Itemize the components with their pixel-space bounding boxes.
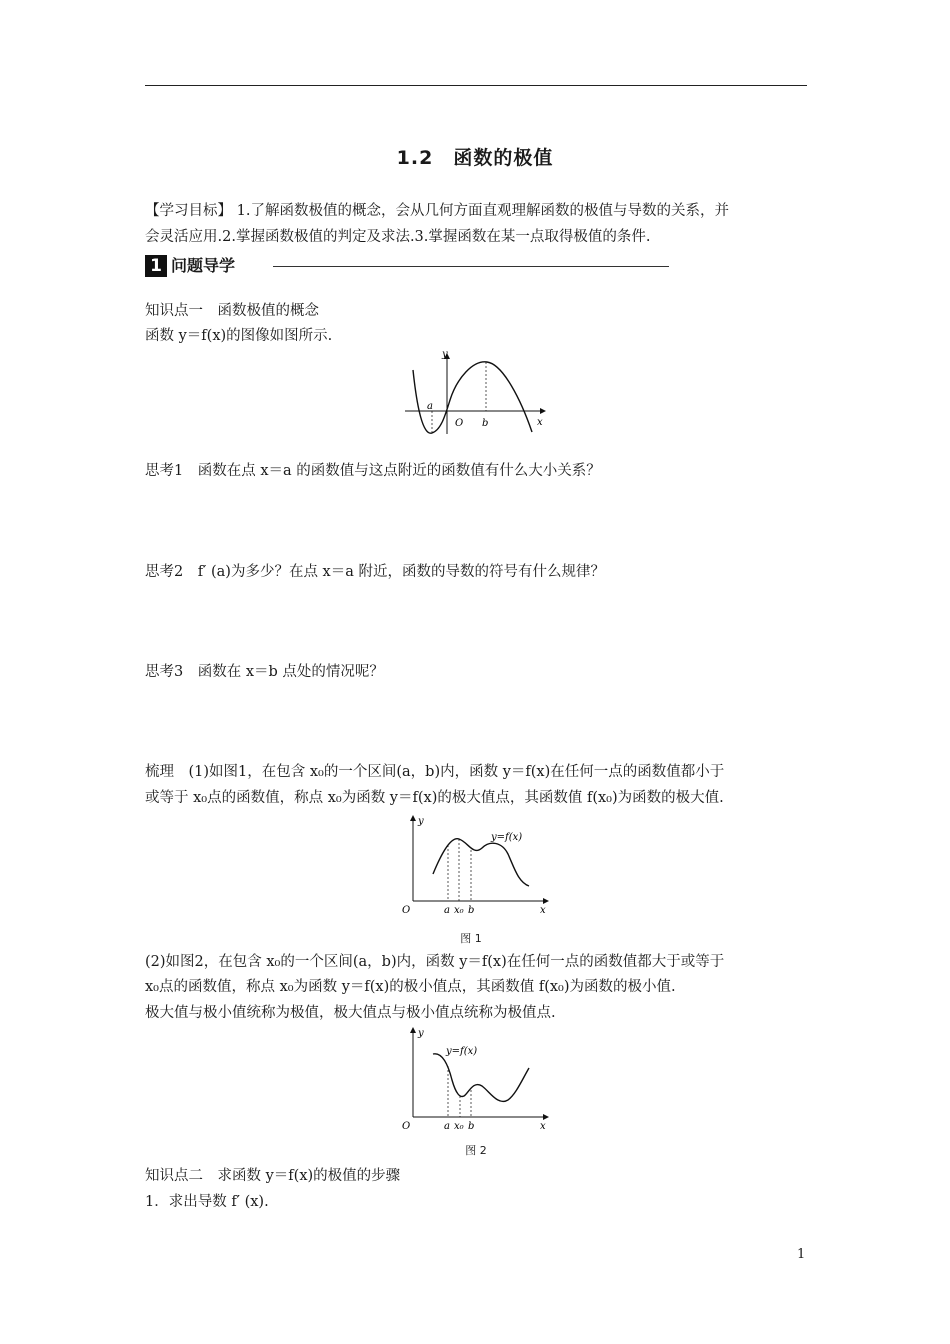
y-label: y [418, 816, 424, 827]
figure-2-minimum [398, 1024, 558, 1134]
page-number: 1 [797, 1247, 806, 1262]
think-3: 思考3 函数在 x＝b 点处的情况呢？ [145, 664, 384, 680]
origin-label: O [402, 1121, 411, 1132]
figure-2-caption: 图 2 [465, 1144, 487, 1157]
section-number: 1 [145, 255, 167, 277]
kp1-intro: 函数 y＝f(x)的图像如图所示. [145, 328, 333, 344]
function-label: y=f(x) [446, 1046, 478, 1057]
header-rule [145, 85, 807, 86]
origin-label: O [402, 905, 411, 916]
b-label: b [468, 1121, 475, 1132]
objectives-line-2: 会灵活应用.2.掌握函数极值的判定及求法.3.掌握函数在某一点取得极值的条件. [145, 229, 651, 245]
x0-label: x₀ [454, 905, 464, 916]
function-label: y=f(x) [491, 832, 523, 843]
curve [433, 1054, 529, 1102]
origin-label: O [455, 418, 464, 429]
section-title: 问题导学 [171, 256, 236, 275]
function-graph-figure [395, 348, 555, 440]
y-label: y [442, 349, 448, 360]
x-label: x [540, 1121, 546, 1132]
x-label: x [537, 417, 543, 428]
summary2-line-2: x₀点的函数值，称点 x₀为函数 y＝f(x)的极小值点，其函数值 f(x₀)为函数的极小值. [145, 979, 676, 995]
summary-line-2: 或等于 x₀点的函数值，称点 x₀为函数 y＝f(x)的极大值点，其函数值 f(x₀)为函数的极大值. [145, 790, 724, 806]
kp2-heading: 知识点二 求函数 y＝f(x)的极值的步骤 [145, 1168, 401, 1184]
b-label: b [482, 418, 489, 429]
curve [433, 839, 529, 886]
figure-1-caption: 图 1 [460, 932, 482, 945]
x0-label: x₀ [454, 1121, 464, 1132]
a-label: a [427, 401, 433, 412]
think-1: 思考1 函数在点 x＝a 的函数值与这点附近的函数值有什么大小关系？ [145, 463, 601, 479]
think-2: 思考2 f′ (a)为多少？在点 x＝a 附近，函数的导数的符号有什么规律？ [145, 564, 605, 580]
y-label: y [418, 1028, 424, 1039]
kp2-step-1: 1．求出导数 f′ (x). [145, 1194, 269, 1210]
summary2-line-1: (2)如图2，在包含 x₀的一个区间(a，b)内，函数 y＝f(x)在任何一点的函数值都大于或等于 [145, 954, 725, 970]
objectives-line-1: 【学习目标】 1.了解函数极值的概念，会从几何方面直观理解函数的极值与导数的关系，并 [145, 203, 729, 219]
figure-1-maximum [398, 812, 558, 920]
a-label: a [444, 905, 450, 916]
a-label: a [444, 1121, 450, 1132]
curve [413, 362, 532, 433]
section-header [145, 253, 525, 279]
section-rule [273, 266, 669, 267]
summary2-line-3: 极大值与极小值统称为极值，极大值点与极小值点统称为极值点. [145, 1005, 556, 1021]
b-label: b [468, 905, 475, 916]
page-title: 1.2 函数的极值 [396, 147, 554, 169]
x-label: x [540, 905, 546, 916]
kp1-heading: 知识点一 函数极值的概念 [145, 303, 319, 319]
summary-line-1: 梳理 (1)如图1，在包含 x₀的一个区间(a，b)内，函数 y＝f(x)在任何一点的函数值都小于 [145, 764, 725, 780]
